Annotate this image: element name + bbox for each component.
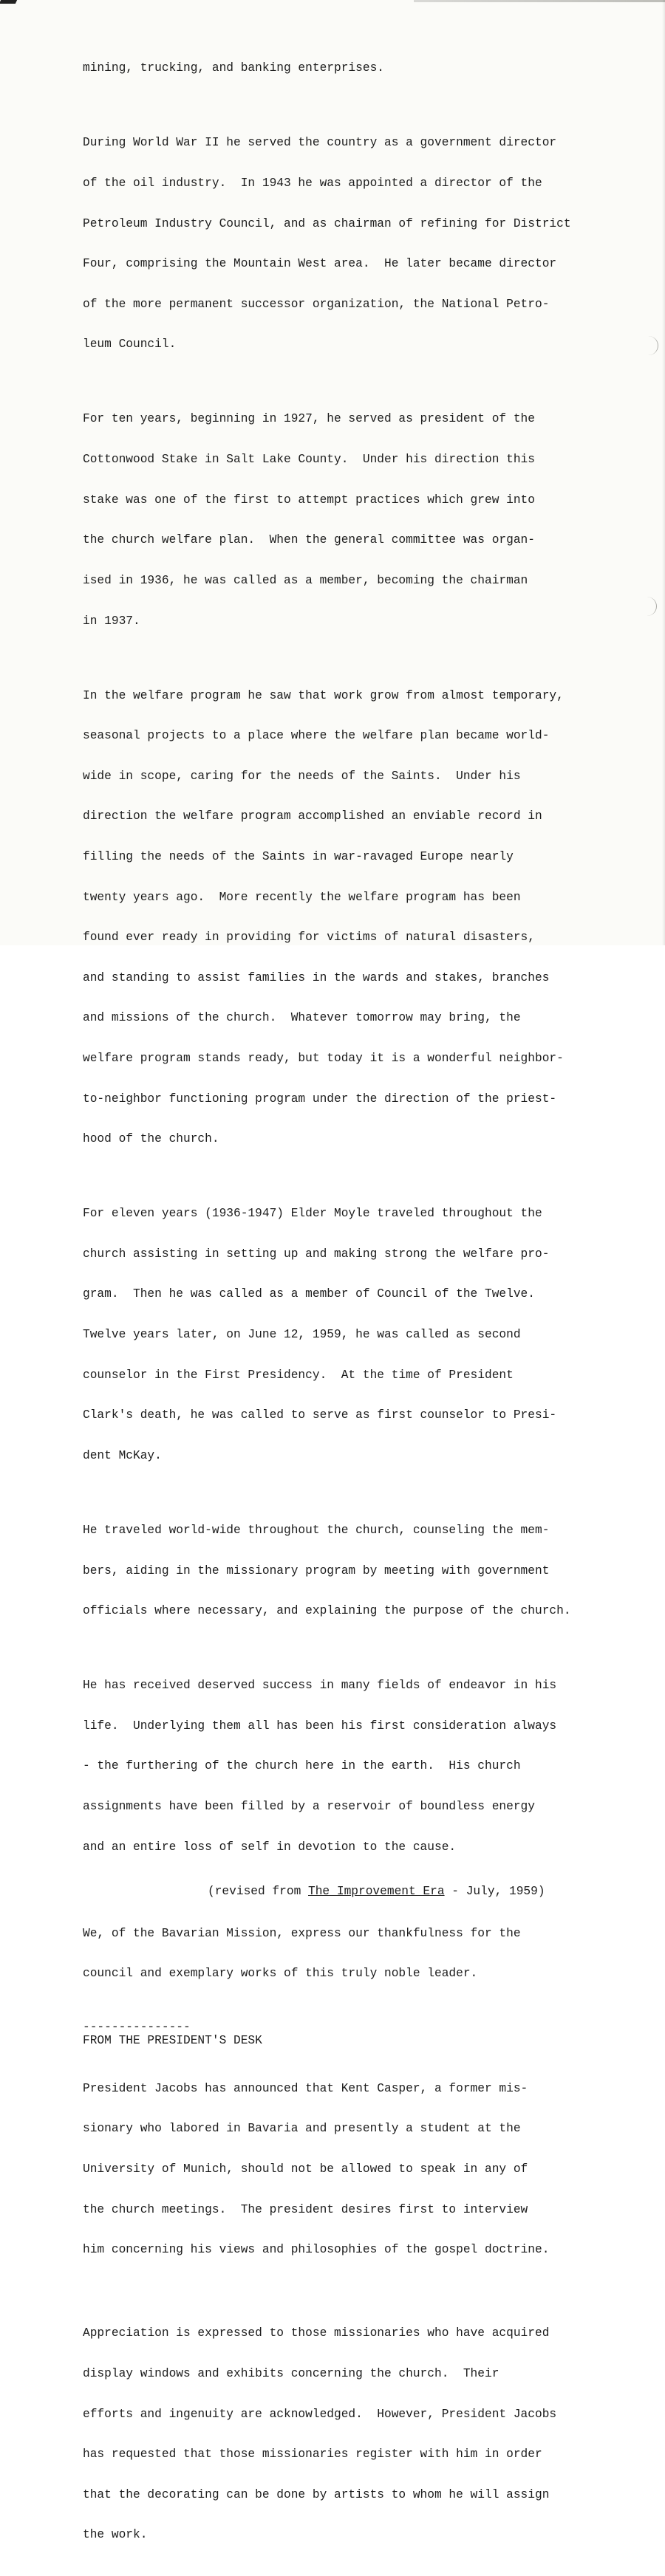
text-line: Four, comprising the Mountain West area. He later became director — [83, 257, 557, 271]
text-line: mining, trucking, and banking enterprises. — [83, 61, 384, 75]
text-line: gram. Then he was called as a member of Council of the Twelve. — [83, 1287, 535, 1301]
text-line: For eleven years (1936-1947) Elder Moyle traveled throughout the — [83, 1207, 542, 1221]
paragraph — [83, 1652, 652, 1880]
text-line: leum Council. — [83, 338, 177, 352]
section-separator: --------------- — [83, 2021, 191, 2035]
text-line: filling the needs of the Saints in war-ravaged Europe nearly — [83, 849, 514, 863]
corner-mark — [0, 0, 17, 4]
page-edge-shadow-right — [662, 0, 665, 945]
text-line: welfare program stands ready, but today it is a wonderful neighbor- — [83, 1052, 564, 1066]
paragraph — [83, 35, 652, 102]
text-line: the work. — [83, 2528, 148, 2542]
text-line: sionary who labored in Bavaria and presently a student at the — [83, 2122, 521, 2136]
text-line: of the oil industry. In 1943 he was appointed a director of the — [83, 177, 542, 191]
text-line: the church welfare plan. When the general committee was organ- — [83, 533, 535, 547]
text-line: and missions of the church. Whatever tomorrow may bring, the — [83, 1011, 521, 1025]
text-line: direction the welfare program accomplished an enviable record in — [83, 809, 542, 823]
text-line: has requested that those missionaries register with him in order — [83, 2447, 542, 2462]
paragraph — [83, 109, 652, 378]
text-line: wide in scope, caring for the needs of the Saints. Under his — [83, 769, 521, 783]
text-line: assignments have been filled by a reservoir of boundless energy — [83, 1800, 535, 1813]
text-line: He traveled world-wide throughout the church, counseling the mem- — [83, 1523, 550, 1537]
text-line: hood of the church. — [83, 1132, 219, 1146]
text-line: Cottonwood Stake in Salt Lake County. Under his direction this — [83, 453, 535, 467]
text-line: During World War II he served the country as a government director — [83, 136, 557, 150]
text-line: dent McKay. — [83, 1448, 162, 1462]
text-line: counselor in the First Presidency. At the time of President — [83, 1368, 514, 1382]
text-line: that the decorating can be done by artists to whom he will assign — [83, 2487, 550, 2501]
source-citation — [83, 1885, 652, 1898]
paragraph — [83, 662, 652, 1173]
page-edge-shadow — [414, 0, 665, 2]
text-line: stake was one of the first to attempt practices which grew into — [83, 493, 535, 507]
text-line: bers, aiding in the missionary program by meeting with government — [83, 1563, 550, 1578]
text-line: seasonal projects to a place where the welfare plan became world- — [83, 729, 550, 743]
text-line: life. Underlying them all has been his first consideration always — [83, 1719, 557, 1733]
text-line: display windows and exhibits concerning the church. Their — [83, 2366, 499, 2380]
citation-prefix: (revised from — [208, 1885, 308, 1899]
text-line: the church meetings. The president desires first to interview — [83, 2202, 528, 2216]
text-line: - the furthering of the church here in the earth. His church — [83, 1759, 521, 1773]
section-heading: FROM THE PRESIDENT'S DESK — [83, 2034, 262, 2048]
paragraph — [83, 1497, 652, 1645]
text-line: Clark's death, he was called to serve as first counselor to Presi- — [83, 1408, 557, 1422]
text-line: We, of the Bavarian Mission, express our thankfulness for the — [83, 1926, 521, 1940]
text-line: efforts and ingenuity are acknowledged. However, President Jacobs — [83, 2407, 557, 2421]
text-line: him concerning his views and philosophies of the gospel doctrine. — [83, 2243, 550, 2257]
text-line: found ever ready in providing for victims of natural disasters, — [83, 931, 535, 945]
paragraph — [83, 386, 652, 654]
text-line: He has received deserved success in many fields of endeavor in his — [83, 1679, 557, 1693]
text-line: University of Munich, should not be allowed to speak in any of — [83, 2162, 528, 2176]
text-line: Twelve years later, on June 12, 1959, he was called as second — [83, 1328, 521, 1342]
text-line: President Jacobs has announced that Kent Casper, a former mis- — [83, 2081, 528, 2095]
text-line: Petroleum Industry Council, and as chairman of refining for District — [83, 216, 571, 230]
text-line: and an entire loss of self in devotion to the cause. — [83, 1840, 457, 1854]
closing-paragraph — [83, 1900, 652, 2007]
text-line: ised in 1936, he was called as a member, becoming the chairman — [83, 573, 528, 587]
citation-suffix: - July, 1959) — [444, 1885, 545, 1899]
text-line: in 1937. — [83, 614, 140, 628]
text-line: council and exemplary works of this truly noble leader. — [83, 1967, 478, 1981]
text-line: and standing to assist families in the wards and stakes, branches — [83, 970, 550, 984]
text-line: of the more permanent successor organization, the National Petro- — [83, 297, 550, 311]
paragraph — [83, 2055, 652, 2283]
text-line: twenty years ago. More recently the welfare program has been — [83, 890, 521, 904]
citation-title: The Improvement Era — [308, 1885, 445, 1899]
text-line: For ten years, beginning in 1927, he served as president of the — [83, 412, 535, 426]
document-body — [83, 35, 652, 2576]
paragraph — [83, 1180, 652, 1490]
text-line: church assisting in setting up and making strong the welfare pro- — [83, 1247, 550, 1261]
text-line: to-neighbor functioning program under the direction of the priest- — [83, 1092, 557, 1106]
text-line: officials where necessary, and explaining the purpose of the church. — [83, 1604, 571, 1618]
text-line: In the welfare program he saw that work grow from almost temporary, — [83, 688, 564, 702]
paragraph — [83, 2300, 652, 2569]
text-line: Appreciation is expressed to those missionaries who have acquired — [83, 2326, 550, 2340]
